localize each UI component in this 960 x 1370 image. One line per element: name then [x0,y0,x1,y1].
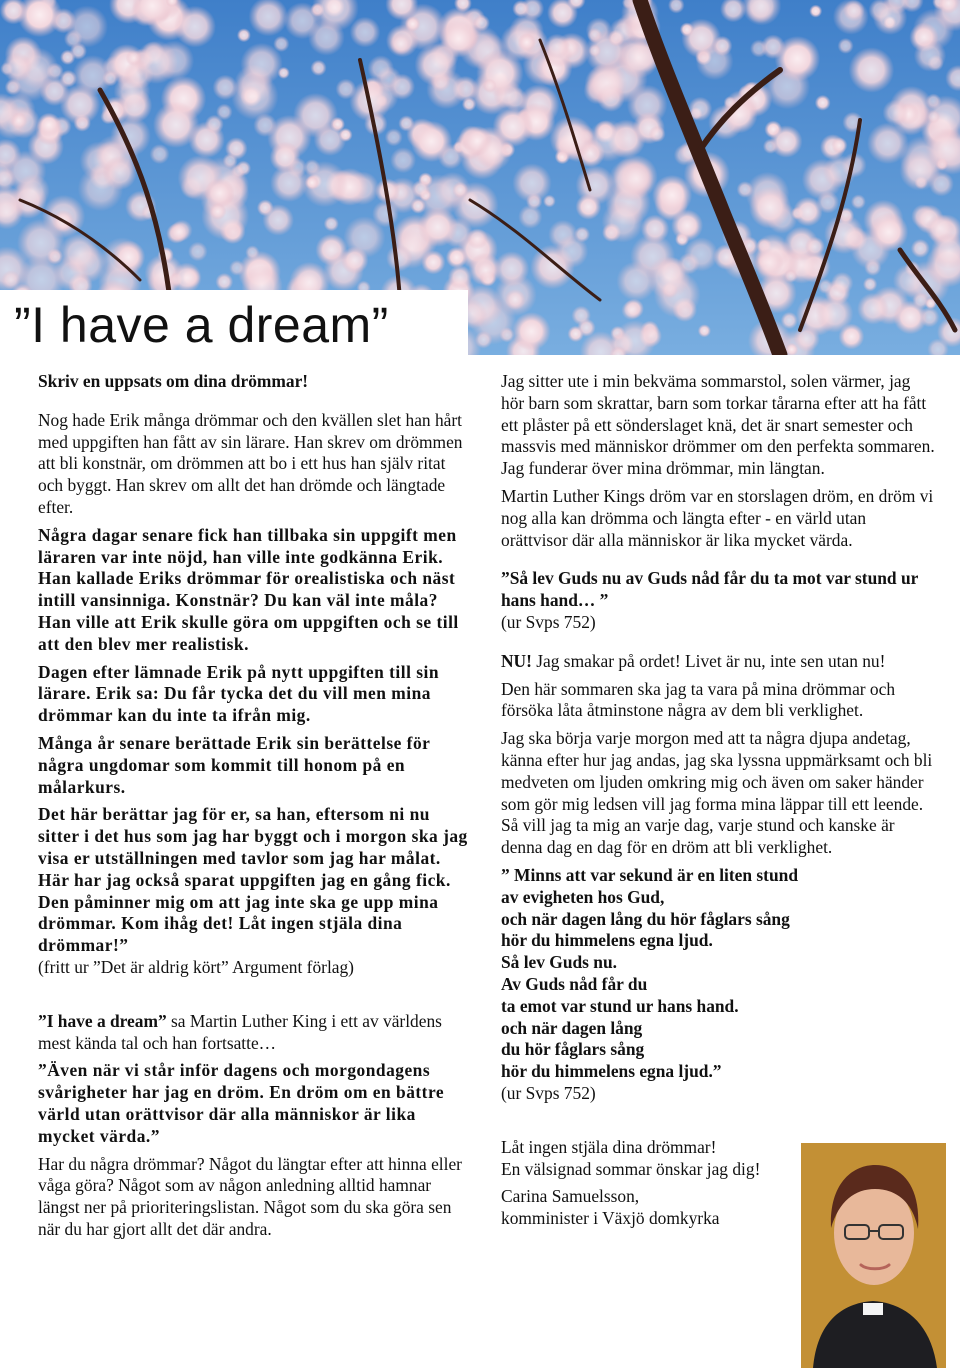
poem-line: Så lev Guds nu. [501,952,617,973]
erik-paragraph-1: Nog hade Erik många drömmar och den kvällen slet han hårt med uppgiften han fått av sin lärare. Han skrev om drömmen att bli konstnär, om drömmen att bo i ett hus han själv ritat och byggt. Han skrev om allt det han drömde och längtade efter. [38,409,463,517]
essay-heading: Skriv en uppsats om dina drömmar! [38,371,309,391]
closing-line-2: En välsignad sommar önskar jag dig! [501,1158,761,1179]
summer-paragraph: Jag sitter ute i min bekväma sommarstol, solen värmer, jag hör barn som skrattar, barn som torkar tårarna efter att ha fått ett plåster på ett sönderslaget knä, det är snart semester och massvis med människor drömmer om den perfekta sommaren. Jag funderar över mina drömmar, min längtan. [501,371,935,479]
poem-line: Av Guds nåd får du [501,973,648,994]
mlk-dream-paragraph: Martin Luther Kings dröm var en storslagen dröm, en dröm vi nog alla kan drömma och längta efter - en värld utan orättvisor där alla människor är lika mycket värda. [501,485,934,550]
author-name: Carina Samuelsson, [501,1186,640,1207]
nu-bold: NU! [501,650,532,671]
poem-line: hör du himmelens egna ljud. [501,930,713,951]
poem-line: av evigheten hos Gud, [501,886,665,907]
erik-paragraph-5: Det här berättar jag för er, sa han, eftersom ni nu sitter i det hus som jag har byggt och i morgon ska jag visa er utställningen med tavlor som jag har målat. Här har jag också sparat uppgiften jag en gång fick. Den påminner mig om att jag inte ska ge upp mina drömmar. Kom ihåg det! Låt ingen stjäla dina drömmar!” [38,804,468,956]
mlk-intro-bold: ”I have a dream” [38,1010,167,1031]
nu-rest: Jag smakar på ordet! Livet är nu, inte sen utan nu! [531,650,886,671]
poem-line: ” Minns att var sekund är en liten stund [501,864,798,885]
hymn-quote-1: ”Så lev Guds nu av Guds nåd får du ta mot var stund ur hans hand… ” [501,568,919,611]
right-column [501,371,936,1236]
nu-paragraph [501,651,936,673]
closing-line-1: Låt ingen stjäla dina drömmar! [501,1136,717,1157]
left-column [38,371,470,1247]
poem-line: hör du himmelens egna ljud.” [501,1061,722,1082]
poem-source: (ur Svps 752) [501,1082,596,1103]
poem-line: och när dagen lång du hör fåglars sång [501,908,790,929]
morning-paragraph: Jag ska börja varje morgon med att ta några djupa andetag, känna efter hur jag andas, jag ska lyssna uppmärksamt och bli medveten om ljuden omkring mig och även om saker händer som gör mig ledsen vill jag forma mina läppar till ett leende. Så vill jag ta mig an varje dag, varje stund och kanske är denna dag en dag för en dröm att bli verklighet. [501,728,933,858]
erik-paragraph-2: Några dagar senare fick han tillbaka sin uppgift men läraren var inte nöjd, han ville inte godkänna Erik. Han kallade Eriks drömmar för orealistiska och näst intill vansinniga. Konstnär? Du kan väl inte måla? Han ville att Erik skulle göra om uppgiften och se till att den blev mer realistisk. [38,524,459,654]
author-title: komminister i Växjö domkyrka [501,1208,720,1229]
story-source: (fritt ur ”Det är aldrig kört” Argument förlag) [38,956,354,977]
poem-line: och när dagen lång [501,1017,643,1038]
hymn-source-1: (ur Svps 752) [501,611,596,632]
poem-line: du hör fåglars sång [501,1039,645,1060]
hymn-poem [501,865,936,1083]
erik-paragraph-3: Dagen efter lämnade Erik på nytt uppgiften till sin lärare. Erik sa: Du får tycka det du vill men mina drömmar kan du inte ta ifrån mig. [38,661,440,726]
erik-paragraph-4: Många år senare berättade Erik sin berättelse för några ungdomar som kommit till honom på en målarkurs. [38,732,431,797]
mlk-intro [38,1011,470,1055]
mlk-quote: ”Även när vi står inför dagens och morgondagens svårigheter har jag en dröm. En dröm om en bättre värld utan orättvisor där alla människor är lika mycket värda.” [38,1060,445,1146]
author-portrait [801,1143,946,1368]
this-summer-paragraph: Den här sommaren ska jag ta vara på mina drömmar och försöka låta åtminstone några av dem bli verklighet. [501,678,896,721]
mlk-intro-rest: sa Martin Luther King i ett av världens mest kända tal och han fortsatte… [38,1010,442,1053]
poem-line: ta emot var stund ur hans hand. [501,995,739,1016]
reader-question: Har du några drömmar? Något du längtar efter att hinna eller våga göra? Något som av någon anledning alltid hamnar längst ner på prioriteringslistan. Något som du ska göra sen när du har gjort allt det där andra. [38,1153,462,1239]
page-title: ”I have a dream” [14,297,389,353]
